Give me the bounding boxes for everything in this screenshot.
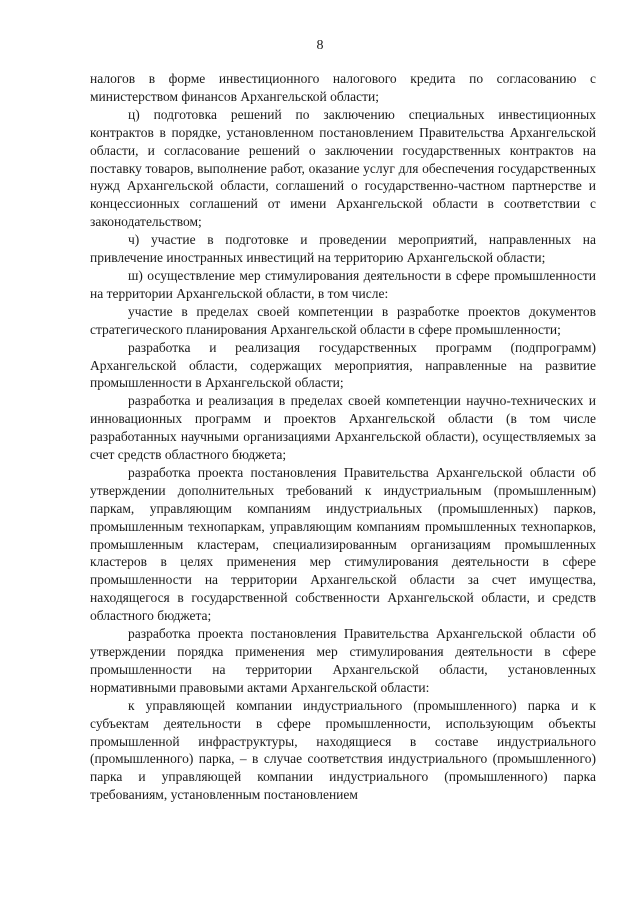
paragraph-item-ts: ц) подготовка решений по заключению специальных инвестиционных контрактов в порядке, установленном постановлением Правительства Архангельской области, и согласование решений о заключении государственных контрактов на поставку товаров, выполнение работ, оказание услуг для обеспечения государственных нужд Архангельской области, соглашений о государственно-частном партнерстве и концессионных соглашений от имени Архангельской области в соответствии с законодательством; [90,106,596,230]
paragraph-scientific-programs: разработка и реализация в пределах своей компетенции научно-технических и инновационных программ и проектов Архангельской области (в том числе разработанных научными организациями Архангельской области), осуществляемых за счет средств областного бюджета; [90,393,596,463]
paragraph-industrial-park: к управляющей компании индустриального (промышленного) парка и к субъектам деятельности в сфере промышленности, использующим объекты промышленной инфраструктуры, находящиеся в составе индустриального (промышленного) парка, – в случае соответствия индустриального (промышленного) парка и управляющей компании индустриального (промышленного) парка требованиям, установленным постановлением [90,697,596,803]
paragraph-state-programs: разработка и реализация государственных программ (подпрограмм) Архангельской области, содержащих мероприятия, направленные на развитие промышленности в Архангельской области; [90,339,596,391]
paragraph-continuation: налогов в форме инвестиционного налогового кредита по согласованию с министерством финансов Архангельской области; [90,71,596,104]
paragraph-strategic-planning: участие в пределах своей компетенции в разработке проектов документов стратегического планирования Архангельской области в сфере промышленности; [90,303,596,337]
paragraph-item-ch: ч) участие в подготовке и проведении мероприятий, направленных на привлечение иностранных инвестиций на территорию Архангельской области; [90,232,596,266]
paragraph-additional-requirements: разработка проекта постановления Правительства Архангельской области об утверждении дополнительных требований к индустриальным (промышленным) паркам, управляющим компаниям индустриальных (промышленных) парков, промышленным технопаркам, управляющим компаниям промышленных технопарков, промышленным кластерам, специализированным организациям промышленных кластеров в целях применения мер стимулирования деятельности в сфере промышленности на территории Архангельской области за счет имущества, находящегося в государственной собственности Архангельской области, и средств областного бюджета; [90,464,596,624]
paragraph-stimulation-procedure: разработка проекта постановления Правительства Архангельской области об утверждении порядка применения мер стимулирования деятельности в сфере промышленности на территории Архангельской области, установленных нормативными правовыми актами Архангельской области: [90,626,596,695]
page-number: 8 [316,38,324,53]
document-body [90,70,596,804]
paragraph-item-sh: ш) осуществление мер стимулирования деятельности в сфере промышленности на территории Архангельской области, в том числе: [90,267,596,301]
